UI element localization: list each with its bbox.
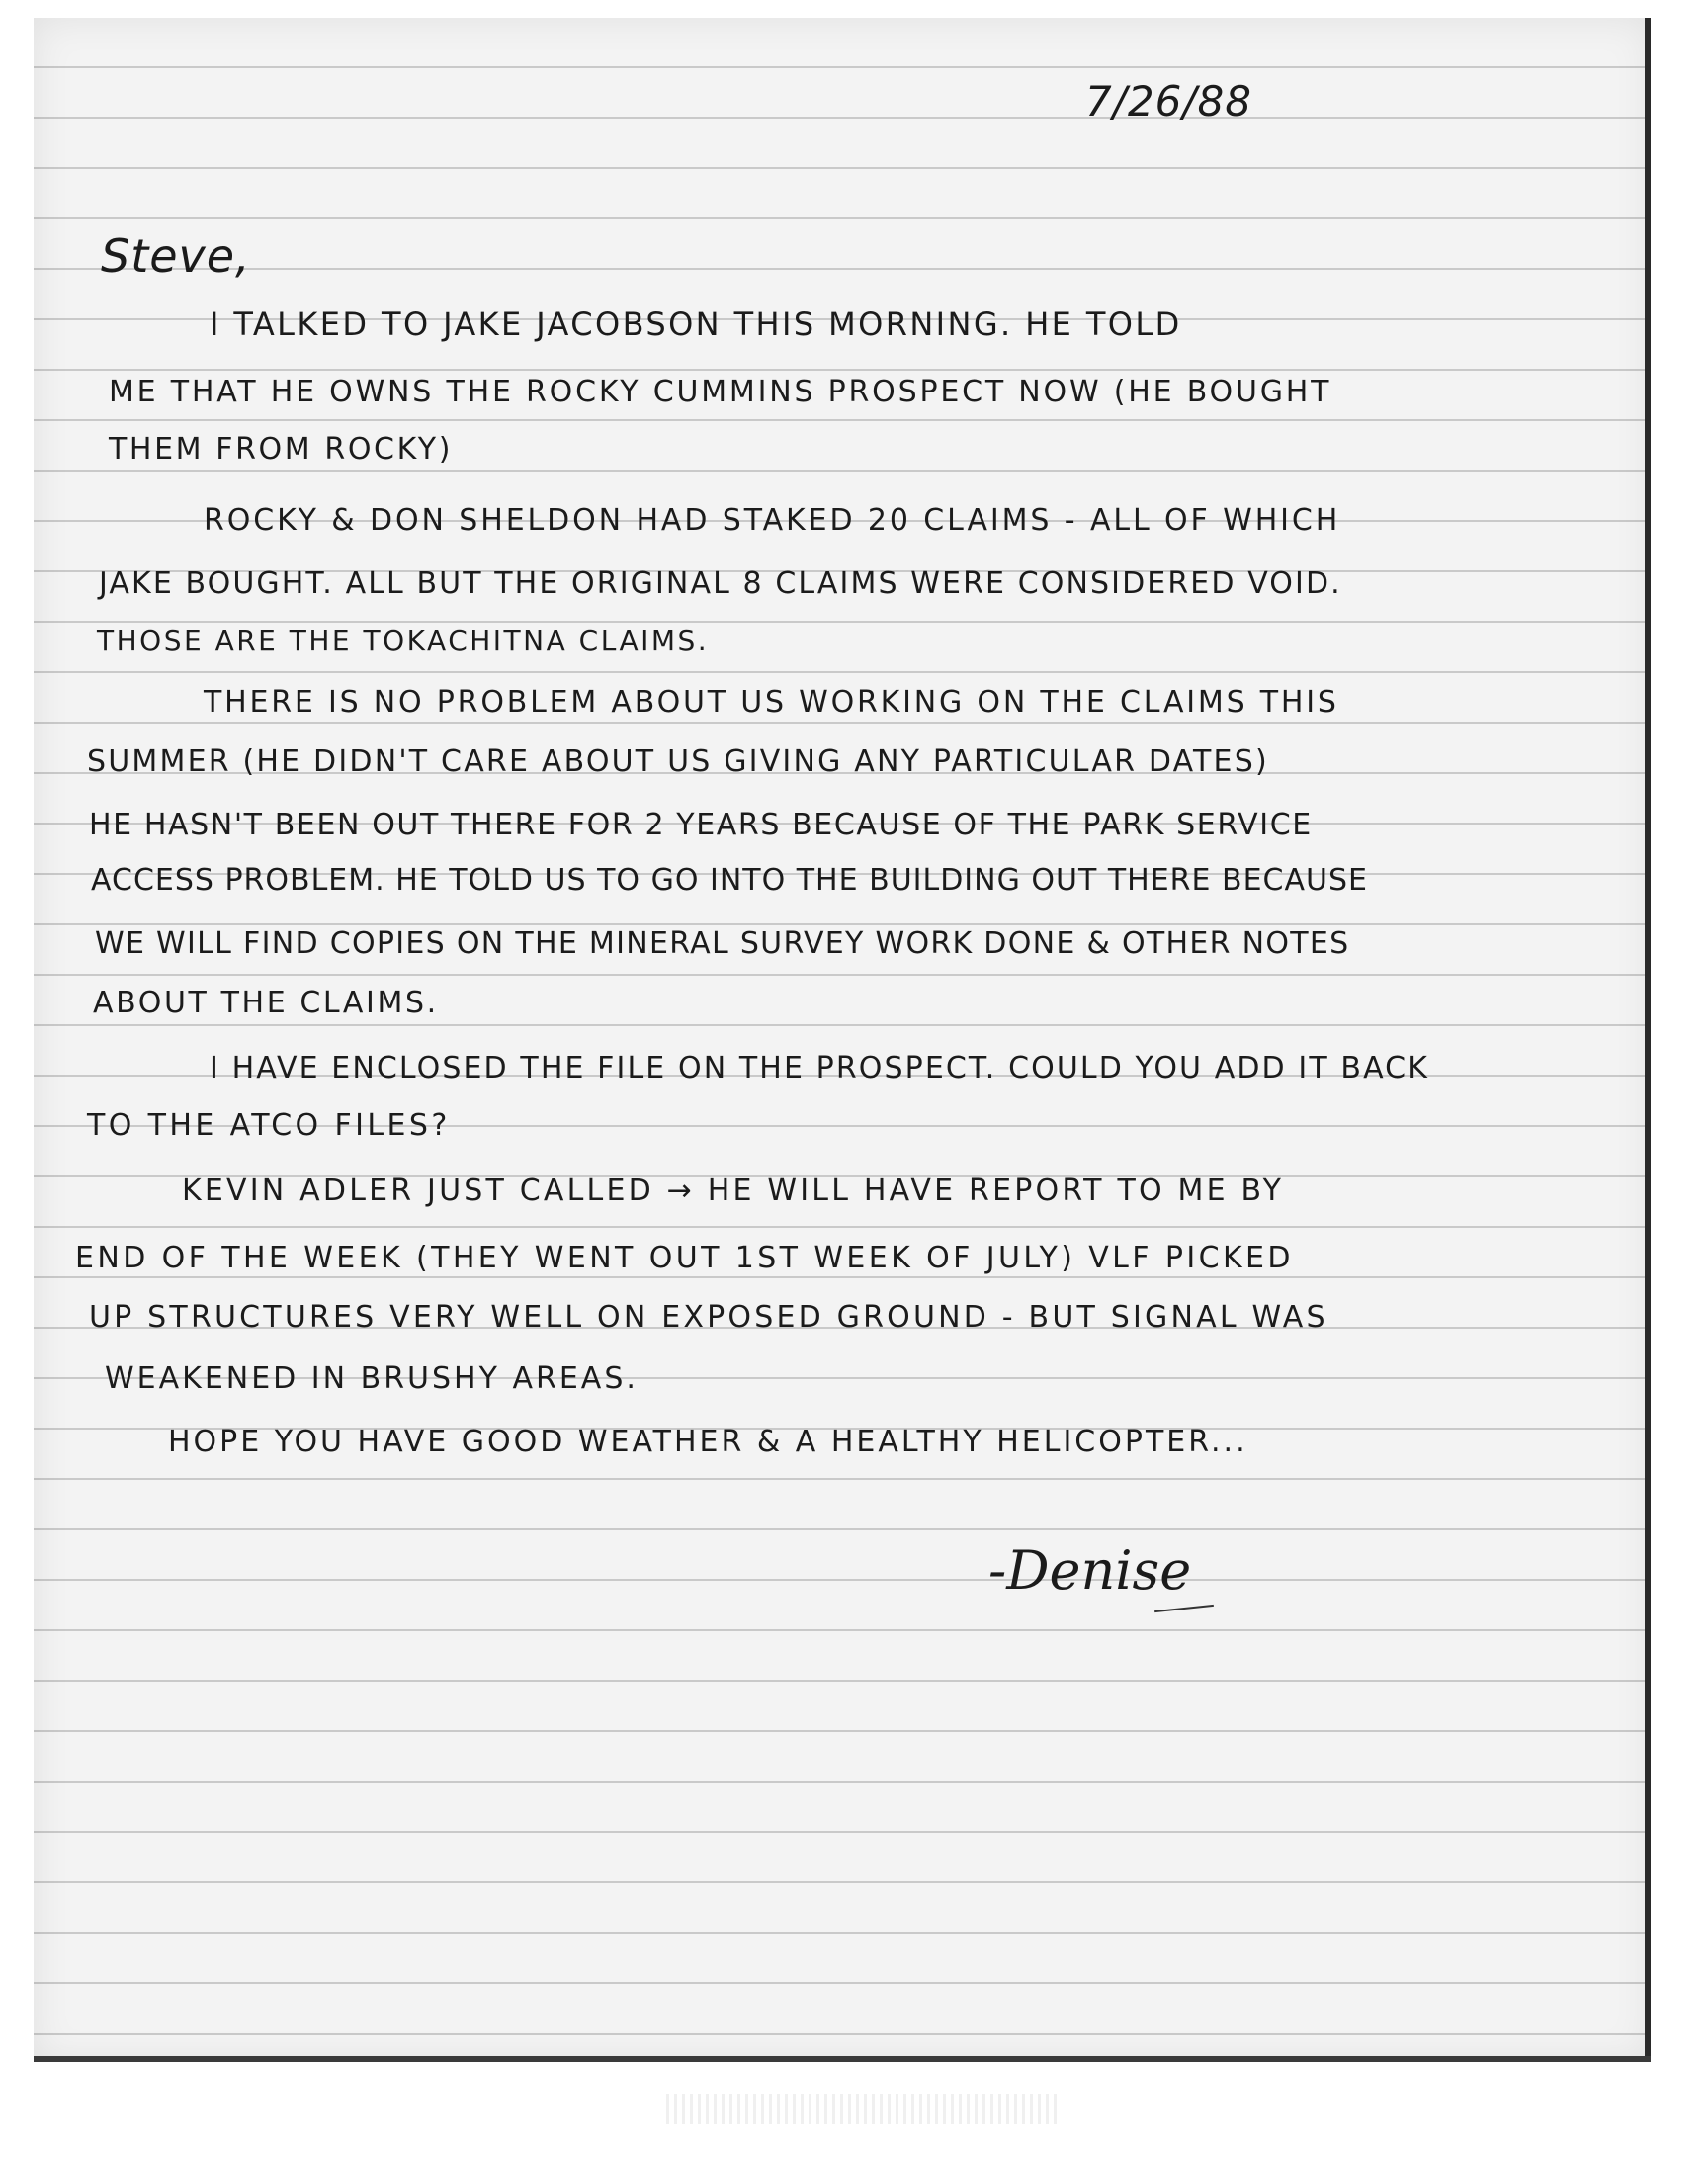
letter-line: END OF THE WEEK (THEY WENT OUT 1ST WEEK OF JULY) VLF PICKED: [75, 1241, 1294, 1275]
letter-line: UP STRUCTURES VERY WELL ON EXPOSED GROUND - BUT SIGNAL WAS: [89, 1300, 1328, 1335]
signature: -Denise: [988, 1539, 1192, 1602]
letter-line: ME THAT HE OWNS THE ROCKY CUMMINS PROSPECT NOW (HE BOUGHT: [109, 375, 1332, 409]
letter-date: 7/26/88: [1085, 77, 1252, 126]
letter-line: HE HASN'T BEEN OUT THERE FOR 2 YEARS BECAUSE OF THE PARK SERVICE: [89, 808, 1313, 842]
letter-line: ACCESS PROBLEM. HE TOLD US TO GO INTO THE BUILDING OUT THERE BECAUSE: [91, 863, 1368, 898]
letter-line: JAKE BOUGHT. ALL BUT THE ORIGINAL 8 CLAIMS WERE CONSIDERED VOID.: [99, 566, 1342, 601]
letter-line: KEVIN ADLER JUST CALLED → HE WILL HAVE REPORT TO ME BY: [182, 1174, 1285, 1208]
letter-line: ABOUT THE CLAIMS.: [93, 986, 439, 1020]
page-edge-right: [1645, 18, 1651, 2062]
page-edge-bottom: [34, 2056, 1651, 2062]
letter-line: THEM FROM ROCKY): [109, 432, 454, 467]
letter-line: ROCKY & DON SHELDON HAD STAKED 20 CLAIMS - ALL OF WHICH: [204, 503, 1341, 538]
letter-line: WEAKENED IN BRUSHY AREAS.: [105, 1361, 639, 1396]
letter-line: I TALKED TO JAKE JACOBSON THIS MORNING. HE TOLD: [210, 305, 1182, 343]
letter-line: HOPE YOU HAVE GOOD WEATHER & A HEALTHY HELICOPTER...: [168, 1425, 1248, 1459]
letter-line: I HAVE ENCLOSED THE FILE ON THE PROSPECT. COULD YOU ADD IT BACK: [210, 1051, 1429, 1086]
letter-salutation: Steve,: [101, 229, 251, 283]
scan-artifact: [666, 2094, 1062, 2124]
letter-line: TO THE ATCO FILES?: [87, 1108, 451, 1143]
letter-line: SUMMER (HE DIDN'T CARE ABOUT US GIVING ANY PARTICULAR DATES): [87, 744, 1269, 779]
letter-line: THOSE ARE THE TOKACHITNA CLAIMS.: [97, 624, 710, 656]
letter-line: THERE IS NO PROBLEM ABOUT US WORKING ON THE CLAIMS THIS: [204, 685, 1339, 720]
letter-line: WE WILL FIND COPIES ON THE MINERAL SURVEY WORK DONE & OTHER NOTES: [95, 926, 1350, 961]
